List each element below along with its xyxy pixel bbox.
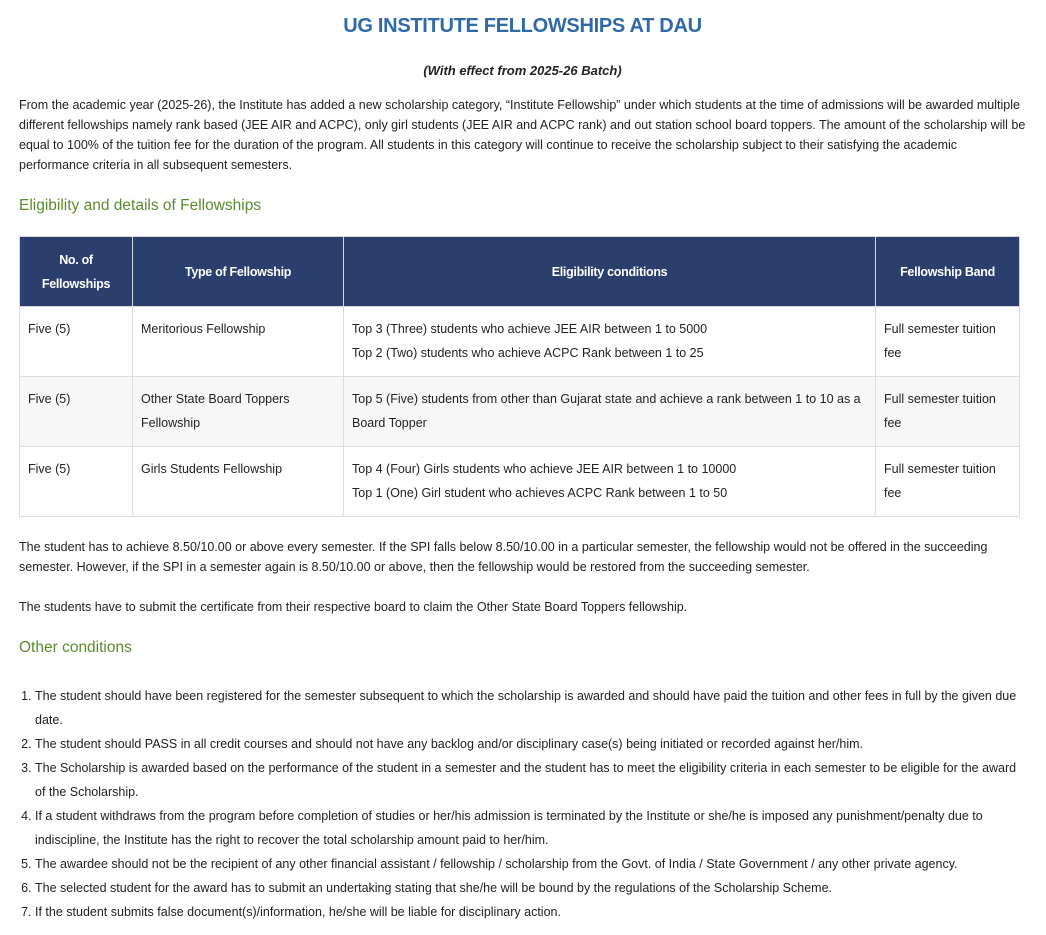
cell-band: Full semester tuition fee: [876, 377, 1020, 447]
list-item: 4. If a student withdraws from the program before completion of studies or her/his admission is terminated by the Institute or she/he is imposed any punishment/penalty due to indiscipline, the Institute has the right to recover the total scholarship amount paid to her/him.: [35, 804, 1026, 852]
eligibility-heading: Eligibility and details of Fellowships: [19, 197, 262, 214]
page-title: UG INSTITUTE FELLOWSHIPS AT DAU: [343, 15, 702, 37]
cell-type: Meritorious Fellowship: [133, 307, 344, 377]
certificate-note: The students have to submit the certificate from their respective board to claim the Other State Board Toppers fellowship.: [19, 600, 688, 614]
table-row: [20, 447, 1020, 517]
table-header-row: [20, 237, 1020, 307]
cell-band: Full semester tuition fee: [876, 307, 1020, 377]
condition-line: Top 3 (Three) students who achieve JEE AIR between 1 to 5000: [352, 322, 708, 336]
list-item: 3. The Scholarship is awarded based on the performance of the student in a semester and the student has to meet the eligibility criteria in each semester to be eligible for the award of the Scholarship.: [35, 756, 1026, 804]
list-item: 5. The awardee should not be the recipient of any other financial assistant / fellowship / scholarship from the Govt. of India / State Government / any other private agency.: [35, 852, 1026, 876]
cell-band: Full semester tuition fee: [876, 447, 1020, 517]
header-type: Type of Fellowship: [133, 237, 344, 307]
page-subtitle: (With effect from 2025-26 Batch): [423, 63, 622, 78]
cell-type: Girls Students Fellowship: [133, 447, 344, 517]
cell-type: Other State Board Toppers Fellowship: [133, 377, 344, 447]
cell-count: Five (5): [20, 377, 133, 447]
fellowship-table: [19, 236, 1020, 517]
condition-line: Top 4 (Four) Girls students who achieve JEE AIR between 1 to 10000: [352, 462, 737, 476]
cell-conditions: [344, 377, 876, 447]
condition-line: Top 1 (One) Girl student who achieves ACPC Rank between 1 to 50: [352, 486, 728, 500]
list-item: 1. The student should have been registered for the semester subsequent to which the scholarship is awarded and should have paid the tuition and other fees in full by the given due date.: [35, 684, 1026, 732]
intro-paragraph: From the academic year (2025-26), the Institute has added a new scholarship category, “Institute Fellowship” under which students at the time of admissions will be awarded multiple different fellowships namely rank based (JEE AIR and ACPC), only girl students (JEE AIR and ACPC rank) and out station school board toppers. The amount of the scholarship will be equal to 100% of the tuition fee for the duration of the program. All students in this category will continue to receive the scholarship subject to their satisfying the academic performance criteria in all subsequent semesters.: [19, 98, 1026, 172]
other-conditions-heading: Other conditions: [19, 639, 132, 656]
header-conditions: Eligibility conditions: [344, 237, 876, 307]
table-row: [20, 377, 1020, 447]
cell-conditions: [344, 307, 876, 377]
header-band: Fellowship Band: [876, 237, 1020, 307]
conditions-list: [19, 684, 1026, 924]
cell-count: Five (5): [20, 307, 133, 377]
cell-count: Five (5): [20, 447, 133, 517]
spi-note: The student has to achieve 8.50/10.00 or above every semester. If the SPI falls below 8.50/10.00 in a particular semester, the fellowship would not be offered in the succeeding semester. However, if the SPI in a semester again is 8.50/10.00 or above, then the fellowship would be restored from the succeeding semester.: [19, 540, 988, 574]
condition-line: Top 5 (Five) students from other than Gujarat state and achieve a rank between 1 to 10 as a Board Topper: [352, 392, 861, 430]
table-row: [20, 307, 1020, 377]
list-item: 7. If the student submits false document(s)/information, he/she will be liable for disciplinary action.: [35, 900, 1026, 924]
header-count: No. of Fellowships: [20, 237, 133, 307]
list-item: 6. The selected student for the award has to submit an undertaking stating that she/he will be bound by the regulations of the Scholarship Scheme.: [35, 876, 1026, 900]
list-item: 2. The student should PASS in all credit courses and should not have any backlog and/or disciplinary case(s) being initiated or recorded against her/him.: [35, 732, 1026, 756]
cell-conditions: [344, 447, 876, 517]
condition-line: Top 2 (Two) students who achieve ACPC Rank between 1 to 25: [352, 346, 704, 360]
